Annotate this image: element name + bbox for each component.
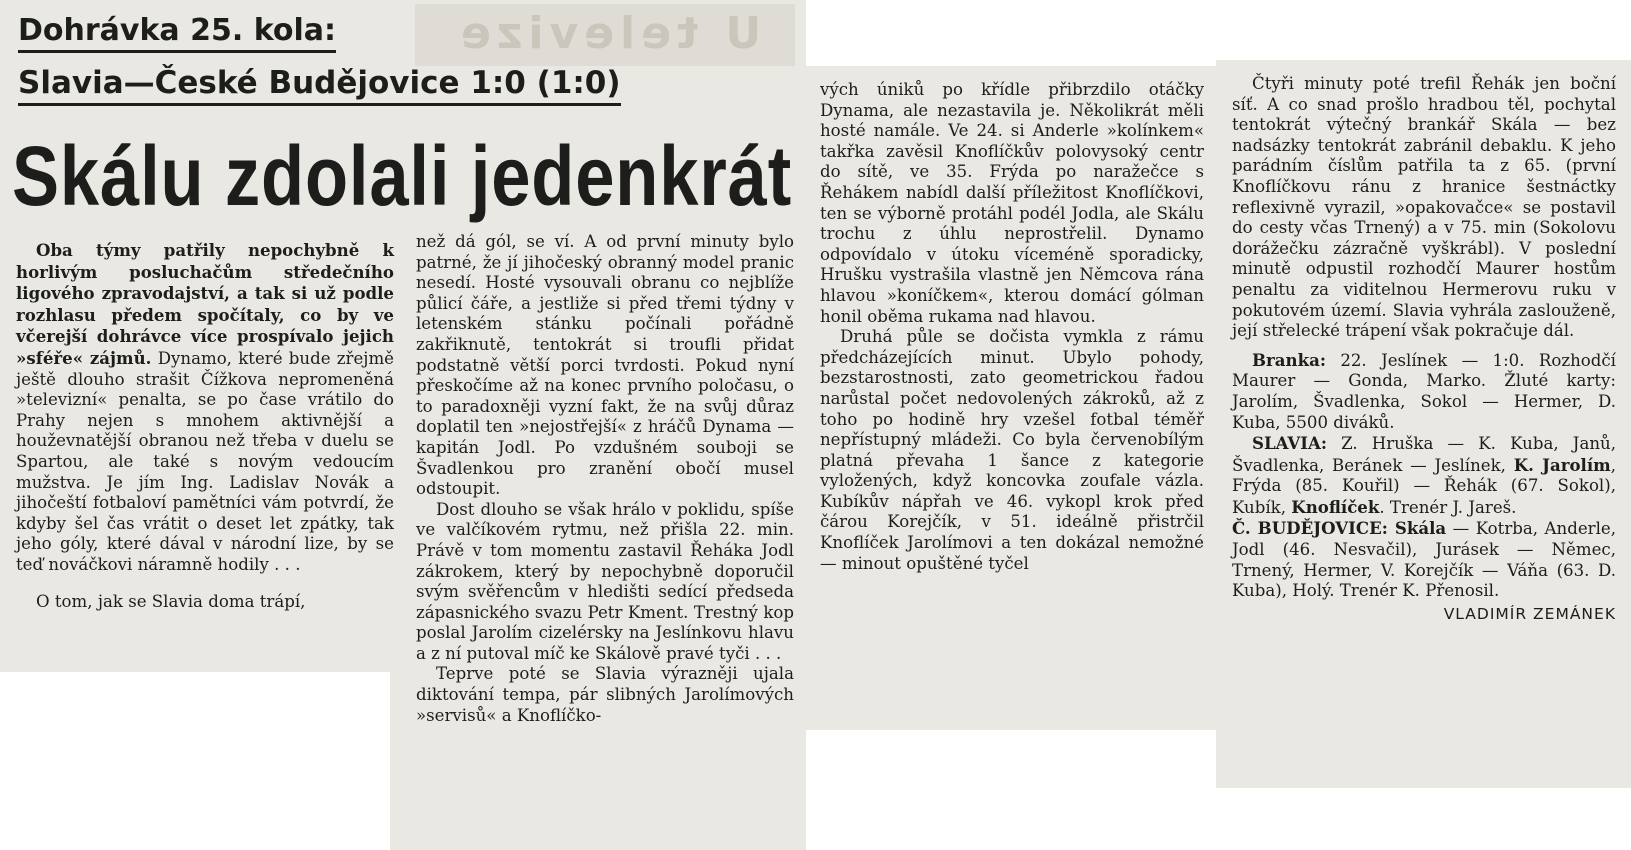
- article-column-3: [820, 80, 1204, 574]
- lineup-text: . Trenér J. Jareš.: [1379, 497, 1517, 517]
- lineup-slavia: [1232, 433, 1616, 518]
- goal-details: [1232, 350, 1616, 433]
- kicker-match-result: Slavia—České Budějovice 1:0 (1:0): [18, 66, 621, 106]
- team-label-slavia: SLAVIA:: [1252, 433, 1327, 454]
- paragraph: vých úniků po křídle přibrzdilo otáčky Dynama, ale nezastavila je. Několikrát měli hosté namále. Ve 24. si Anderle »kolínkem« takřka zavěsil Knoflíčkův polovysoký centr do sítě, ve 35. Frýda po naražečce s Řehákem nabídl další příležitost Knoflíčkovi, ten se výborně protáhl podél Jodla, ale Skálu trochu z úhlu neprostřelil. Dynamo odpovídalo v útoku víceméně sporadicky, Hrušku vystrašila vlastně jen Němcova rána hlavou »koníčkem«, kterou domácí gólman honil oběma rukama nad hlavou.: [820, 80, 1204, 326]
- lineup-text: , Frýda (85. Kouřil) — Řehák (67. Sokol), Kubík,: [1232, 455, 1617, 517]
- lineup-budejovice: [1232, 518, 1616, 601]
- bleed-through-heading: U televize: [415, 4, 795, 66]
- paragraph: Teprve poté se Slavia výrazněji ujala diktování tempa, pár slibných Jarolímových »servisů« a Knoflíčko-: [416, 664, 794, 725]
- paragraph: Druhá půle se dočista vymkla z rámu předcházejících minut. Ubylo pohody, bezstarostnosti, zato geometrickou řadou narůstal počet nedovolených zákroků, až z toho po hodině hry vzešel fotbal téměř nepřístupný mládeži. Co byla červenobílým platná převaha 1 šance z kategorie vyložených, když koncovka zoufale vázla. Kubíkův nápřah ve 46. vykopl krok před čárou Korejčík, v 51. ideálně přistrčil Knoflíček Jarolímovi a ten dokázal nemožné — minout opuštěné tyčel: [820, 327, 1204, 573]
- paragraph: Dost dlouho se však hrálo v poklidu, spíše ve valčíkovém rytmu, než přišla 22. min. Právě v tom momentu zastavil Řeháka Jodl zákrokem, který by nepochybně doporučil svým svěřencům v hledišti sedící předseda zápasnického svazu Petr Kment. Trestný kop poslal Jarolím cizelérsky na Jeslínkovu hlavu a z ní putoval míč ke Skálově pravé tyči . . .: [416, 499, 794, 663]
- player-highlight: Knoflíček: [1291, 496, 1380, 517]
- kicker-round: Dohrávka 25. kola:: [18, 14, 336, 53]
- player-highlight: Skála: [1387, 518, 1447, 539]
- goal-label: Branka:: [1252, 349, 1326, 370]
- lead-paragraph: [16, 240, 394, 576]
- player-highlight: K. Jarolím: [1513, 454, 1611, 475]
- paragraph: než dá gól, se ví. A od první minuty bylo patrné, že jí jihočeský obranný model pranic nesedí. Hosté vysouvali obranu co nejblíže půlicí čáře, a jestliže si před třemi týdny v letenském stánku počínali pořádně zakřiknutě, tentokrát si troufli přidat podstatně větší porci tvrdosti. Pokud nyní přeskočíme až na konec prvního poločasu, o to paradoxněji vyzní fakt, že na svůj důraz doplatil ten »nejostřejší« z hráčů Dynama — kapitán Jodl. Po vzdušném souboji se Švadlenkou pro zranění obočí musel odstoupit.: [416, 232, 794, 499]
- paragraph: O tom, jak se Slavia doma trápí,: [36, 591, 306, 611]
- paragraph-text: Dynamo, které bude zřejmě ještě dlouho strašit Čížkova nepromeněná »televizní« penalta, se po čase vrátilo do Prahy nejen s mnohem aktivnější a houževnatější obranou než třeba v duelu se Spartou, ale také s novým vedoucím mužstva. Je jím Ing. Ladislav Novák a jihočeští fotbaloví pamětníci vám potvrdí, že kdyby šel čas vrátit o deset let zpátky, tak jeho góly, které dával v národní lize, by se teď nováčkovi náramně hodily . . .: [16, 348, 394, 574]
- article-column-4: [1232, 74, 1616, 624]
- lead-text: Oba týmy patřily nepochybně k horlivým posluchačům středečního ligového zpravodajství, a tak si už podle rozhlasu předem spočítaly, co by ve včerejší dohrávce více prospívalo jejich »sféře« zájmů.: [16, 240, 394, 368]
- lineup-text: Z. Hruška — K. Kuba, Janů, Švadlenka, Beránek — Jeslínek,: [1232, 434, 1616, 475]
- lineup-text: — Kotrba, Anderle, Jodl (46. Nesvačil), Jurásek — Němec, Trnený, Hermer, V. Korejčík — Váňa (63. D. Kuba), Holý. Trenér K. Přenosil.: [1232, 519, 1616, 601]
- article-column-1: [16, 240, 394, 612]
- goal-text: 22. Jeslínek — 1:0. Rozhodčí Maurer — Gonda, Marko. Žluté karty: Jarolím, Švadlenka, Sokol — Hermer, D. Kuba, 5500 diváků.: [1232, 350, 1616, 432]
- byline: VLADIMÍR ZEMÁNEK: [1443, 604, 1616, 623]
- paragraph: Čtyři minuty poté trefil Řehák jen boční síť. A co snad prošlo hradbou těl, pochytal tentokrát výtečný brankář Skála — bez nadsázky tentokrát zabránil debaklu. K jeho parádním číslům patřila ta z 65. (první Knoflíčkovu ránu z hranice šestnáctky reflexivně vyrazil, »opakovačce« se postavil do cesty včas Trnený) a v 75. min (Sokolovu dorážečku zázračně vyškrábl). V poslední minutě odpustil rozhodčí Maurer hostům penaltu za viditelnou Hermerovu ruku v pokutovém území. Slavia vyhrála zaslouženě, její střelecké trápení však pokračuje dál.: [1232, 74, 1616, 341]
- team-label-budejovice: Č. BUDĚJOVICE:: [1232, 518, 1388, 539]
- headline: Skálu zdolali jedenkrát: [12, 129, 793, 223]
- article-column-2: [416, 232, 794, 726]
